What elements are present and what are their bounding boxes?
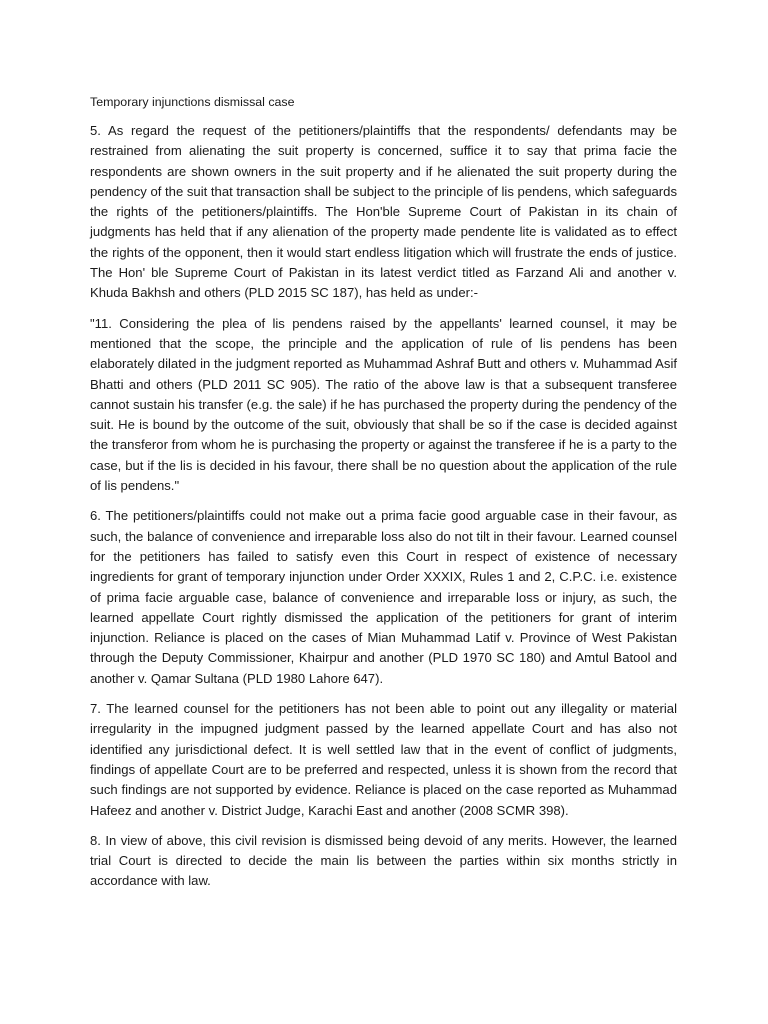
paragraph-5: 5. As regard the request of the petitioners/plaintiffs that the respondents/ defendants may be restrained from alienating the suit property is concerned, suffice it to say that prima facie the respondents are shown owners in the suit property and if he alienated the suit property during the pendency of the suit that transaction shall be subject to the principle of lis pendens, which safeguards the rights of the petitioners/plaintiffs. The Hon'ble Supreme Court of Pakistan in its chain of judgments has held that if any alienation of the property made pendente lite is validated as to effect the rights of the opponent, then it would start endless litigation which will frustrate the ends of justice. The Hon' ble Supreme Court of Pakistan in its latest verdict titled as Farzand Ali and another v. Khuda Bakhsh and others (PLD 2015 SC 187), has held as under:-: [90, 123, 677, 301]
paragraph-8: 8. In view of above, this civil revision is dismissed being devoid of any merits. However, the learned trial Court is directed to decide the main lis between the parties within six months strictly in accordance with law.: [90, 832, 677, 889]
document-title: Temporary injunctions dismissal case: [90, 95, 295, 109]
paragraph-6: 6. The petitioners/plaintiffs could not make out a prima facie good arguable case in their favour, as such, the balance of convenience and irreparable loss also do not tilt in their favour. Learned counsel for the petitioners has failed to satisfy even this Court in respect of existence of necessary ingredients for grant of temporary injunction under Order XXXIX, Rules 1 and 2, C.P.C. i.e. existence of prima facie arguable case, balance of convenience and irreparable loss or injury, as such, the learned appellate Court rightly dismissed the application of the petitioners for grant of interim injunction. Reliance is placed on the cases of Mian Muhammad Latif v. Province of West Pakistan through the Deputy Commissioner, Khairpur and another (PLD 1970 SC 180) and Amtul Batool and another v. Qamar Sultana (PLD 1980 Lahore 647).: [90, 508, 677, 686]
document-page: [90, 92, 677, 902]
paragraph-quote-11: "11. Considering the plea of lis pendens raised by the appellants' learned counsel, it may be mentioned that the scope, the principle and the application of rule of lis pendens has been elaborately dilated in the judgment reported as Muhammad Ashraf Butt and others v. Muhammad Asif Bhatti and others (PLD 2011 SC 905). The ratio of the above law is that a subsequent transferee cannot sustain his transfer (e.g. the sale) if he has purchased the property during the pendency of the suit. He is bound by the outcome of the suit, obviously that shall be so if the case is decided against the transferor from whom he is purchasing the property or against the transferee if he is a party to the case, but if the lis is decided in his favour, there shall be no question about the application of the rule of lis pendens.": [90, 315, 677, 494]
paragraph-7: 7. The learned counsel for the petitioners has not been able to point out any illegality or material irregularity in the impugned judgment passed by the learned appellate Court and has also not identified any jurisdictional defect. It is well settled law that in the event of conflict of judgments, findings of appellate Court are to be preferred and respected, unless it is shown from the record that such findings are not supported by evidence. Reliance is placed on the case reported as Muhammad Hafeez and another v. District Judge, Karachi East and another (2008 SCMR 398).: [90, 701, 677, 818]
